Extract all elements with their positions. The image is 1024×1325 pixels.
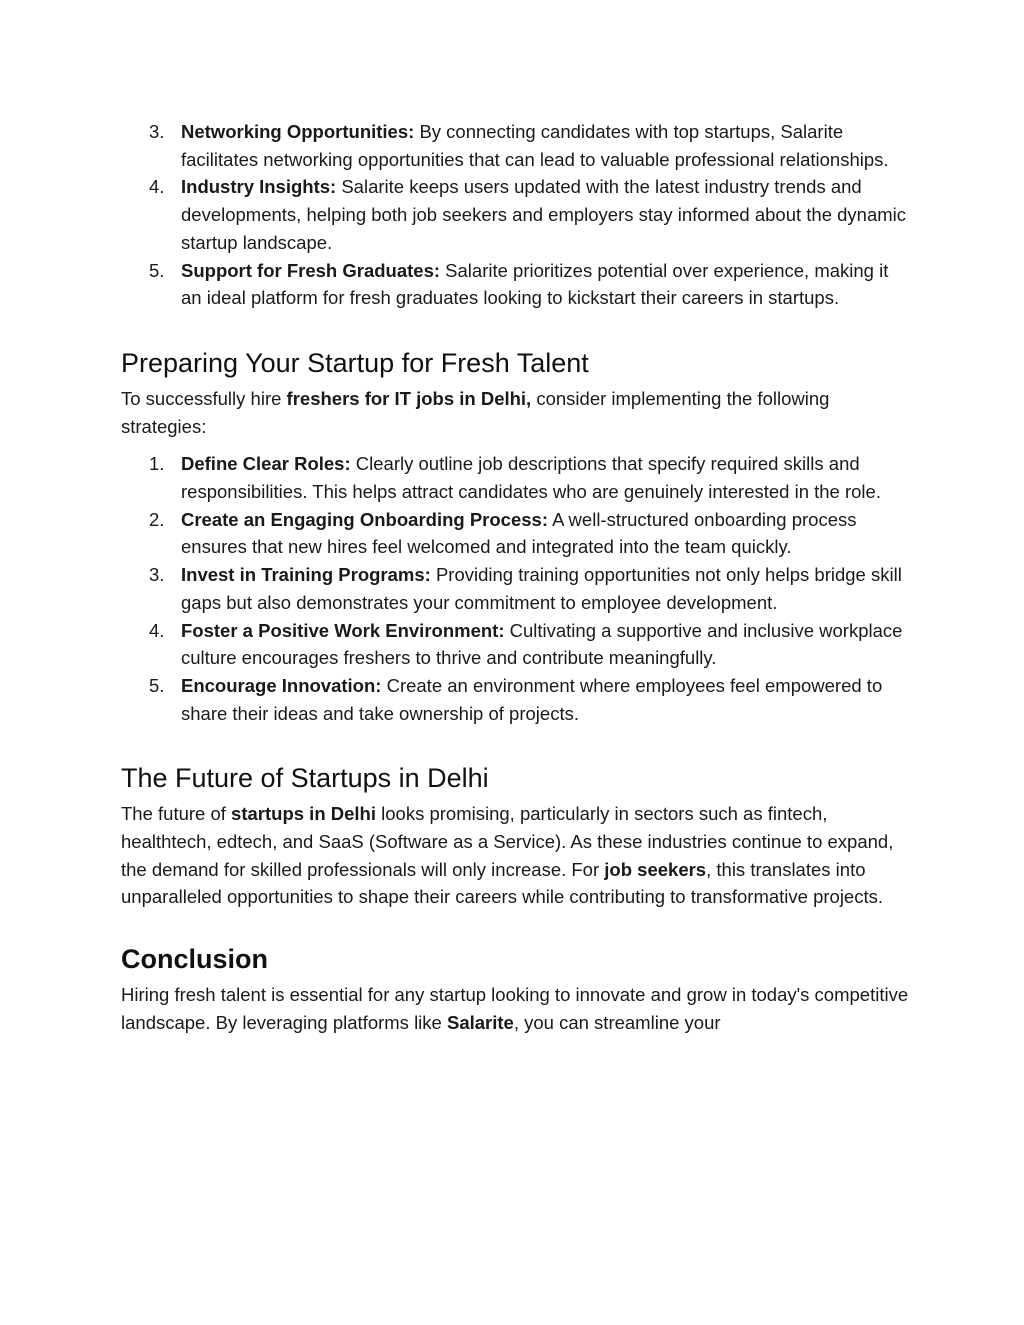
future-paragraph xyxy=(121,800,911,911)
item-text: A well-structured onboarding process ensures that new hires feel welcomed and integrated into the team quickly. xyxy=(181,508,857,558)
intro-keyword: freshers for IT jobs in Delhi, xyxy=(286,387,532,409)
list-item xyxy=(121,561,911,616)
section-intro-paragraph xyxy=(121,385,911,440)
item-text: Create an environment where employees feel empowered to share their ideas and take ownership of projects. xyxy=(181,674,883,724)
list-item xyxy=(121,617,911,672)
item-title: Networking Opportunities: xyxy=(181,121,415,142)
paragraph-text: , you can streamline your xyxy=(513,1011,721,1033)
intro-text: To successfully hire xyxy=(121,387,287,409)
item-title: Define Clear Roles: xyxy=(181,453,351,475)
list-number: 4. xyxy=(149,619,165,641)
item-title: Invest in Training Programs: xyxy=(181,564,431,586)
item-text: Salarite prioritizes potential over experience, making it an ideal platform for fresh graduates looking to kickstart their careers in startups. xyxy=(181,259,889,309)
paragraph-text: The future of xyxy=(121,803,232,825)
list-number: 1. xyxy=(149,453,165,475)
paragraph-text: looks promising, particularly in sectors such as fintech, healthtech, edtech, and SaaS (Software as a Service). As these industries continue to expand, the demand for skilled professionals will only increase. For xyxy=(121,803,894,880)
document-page xyxy=(121,118,911,1037)
strategies-list xyxy=(121,450,911,727)
list-item xyxy=(121,118,911,173)
paragraph-text: , this translates into unparalleled opportunities to shape their careers while contributing to transformative projects. xyxy=(121,858,883,908)
list-item xyxy=(121,450,911,505)
conclusion-paragraph xyxy=(121,981,911,1036)
list-item xyxy=(121,257,911,312)
item-title: Industry Insights: xyxy=(181,176,337,198)
item-text: Providing training opportunities not only helps bridge skill gaps but also demonstrates your commitment to employee development. xyxy=(181,564,902,613)
item-title: Encourage Innovation: xyxy=(181,674,382,696)
list-item xyxy=(121,672,911,727)
list-number: 3. xyxy=(149,121,165,142)
list-number: 2. xyxy=(149,508,165,530)
list-number: 3. xyxy=(149,564,165,586)
item-text: By connecting candidates with top startups, Salarite facilitates networking opportunities that can lead to valuable professional relationships. xyxy=(181,121,889,170)
item-text: Clearly outline job descriptions that specify required skills and responsibilities. This helps attract candidates who are genuinely interested in the role. xyxy=(181,453,881,503)
list-item xyxy=(121,173,911,256)
item-title: Foster a Positive Work Environment: xyxy=(181,619,505,641)
list-item xyxy=(121,506,911,561)
item-title: Create an Engaging Onboarding Process: xyxy=(181,508,548,530)
section-heading-conclusion: Conclusion xyxy=(121,944,268,975)
section-heading-preparing: Preparing Your Startup for Fresh Talent xyxy=(121,347,589,378)
item-text: Cultivating a supportive and inclusive workplace culture encourages freshers to thrive and contribute meaningfully. xyxy=(181,619,903,669)
paragraph-keyword: startups in Delhi xyxy=(231,803,376,825)
paragraph-text: Hiring fresh talent is essential for any startup looking to innovate and grow in today's competitive landscape. By leveraging platforms like xyxy=(121,984,909,1033)
benefits-list xyxy=(121,118,911,312)
item-title: Support for Fresh Graduates: xyxy=(181,259,441,281)
item-text: Salarite keeps users updated with the latest industry trends and developments, helping both job seekers and employers stay informed about the dynamic startup landscape. xyxy=(181,176,907,253)
intro-text-cont: consider implementing the following strategies: xyxy=(121,387,830,437)
section-heading-future: The Future of Startups in Delhi xyxy=(121,763,489,794)
paragraph-keyword: job seekers xyxy=(604,858,707,880)
paragraph-keyword: Salarite xyxy=(446,1011,514,1033)
list-number: 4. xyxy=(149,176,165,198)
list-number: 5. xyxy=(149,259,165,281)
list-number: 5. xyxy=(149,674,165,696)
